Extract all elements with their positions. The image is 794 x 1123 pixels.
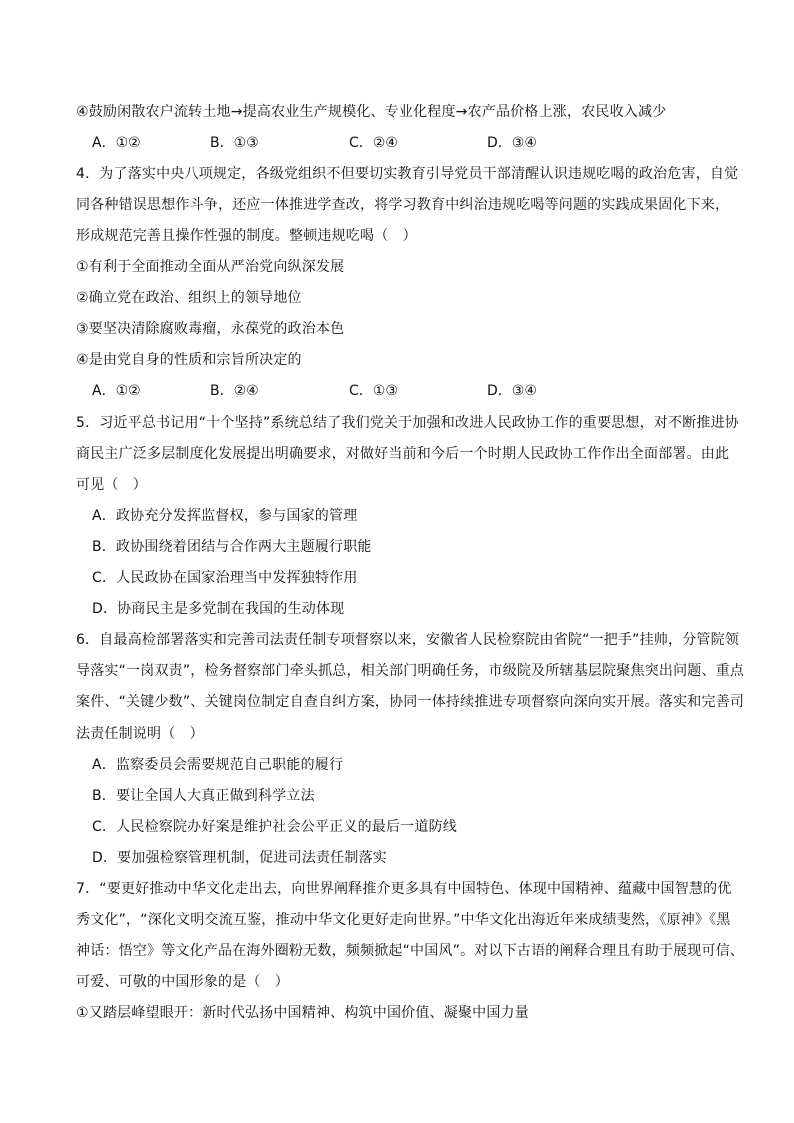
q3-option-c: C．②④ — [349, 135, 398, 151]
q4-stem-line-1: 4．为了落实中央八项规定，各级党组织不但要切实教育引导党员干部清醒认识违规吃喝的政治危害，自觉 — [76, 166, 739, 182]
q7-stem-line-2: 秀文化”，“深化文明交流互鉴，推动中华文化更好走向世界。”中华文化出海近年来成绩斐然，《原神》《黑 — [76, 912, 731, 928]
q4-item-4: ④是由党自身的性质和宗旨所决定的 — [76, 352, 302, 368]
q5-stem-line-1: 5．习近平总书记用“十个坚持”系统总结了我们党关于加强和改进人民政协工作的重要思想，对不断推进协 — [76, 415, 740, 431]
q3-option-b: B．①③ — [210, 135, 259, 151]
q4-option-b: B．②④ — [210, 383, 259, 399]
q4-option-c: C．①③ — [349, 383, 398, 399]
q7-item-1: ①又踏层峰望眼开：新时代弘扬中国精神、构筑中国价值、凝聚中国力量 — [76, 1005, 529, 1021]
q4-stem-line-2: 同各种错误思想作斗争，还应一体推进学查改，将学习教育中纠治违规吃喝等问题的实践成果固化下来， — [76, 197, 730, 213]
q7-stem-line-4: 可爱、可敬的中国形象的是（ ） — [76, 974, 289, 990]
q4-item-1: ①有利于全面推动全面从严治党向纵深发展 — [76, 259, 345, 275]
q4-option-a: A．①② — [92, 383, 141, 399]
q4-item-3: ③要坚决清除腐败毒瘤，永葆党的政治本色 — [76, 321, 345, 337]
q5-stem-line-2: 商民主广泛多层制度化发展提出明确要求，对做好当前和今后一个时期人民政协工作作出全面部署。由此 — [76, 446, 730, 462]
q6-option-b: B．要让全国人大真正做到科学立法 — [92, 788, 315, 804]
q6-option-a: A．监察委员会需要规范自己职能的履行 — [92, 757, 344, 773]
q6-stem-line-1: 6．自最高检部署落实和完善司法责任制专项督察以来，安徽省人民检察院由省院“一把手”挂帅，分管院领 — [76, 632, 740, 648]
q6-stem-line-3: 案件、“关键少数”、关键岗位制定自查自纠方案，协同一体持续推进专项督察向深向实开展。落实和完善司 — [76, 694, 745, 710]
q3-option-a: A．①② — [92, 135, 141, 151]
q4-item-2: ②确立党在政治、组织上的领导地位 — [76, 290, 302, 306]
q7-stem-line-3: 神话：悟空》等文化产品在海外圈粉无数，频频掀起“中国风”。对以下古语的阐释合理且有助于展现可信、 — [76, 943, 745, 959]
q7-stem-line-1: 7．“要更好推动中华文化走出去，向世界阐释推介更多具有中国特色、体现中国精神、蕴藏中国智慧的优 — [76, 881, 732, 897]
q5-stem-line-3: 可见（ ） — [76, 477, 147, 493]
q6-option-c: C．人民检察院办好案是维护社会公平正义的最后一道防线 — [92, 819, 457, 835]
q6-stem-line-2: 导落实“一岗双责”，检务督察部门牵头抓总，相关部门明确任务，市级院及所辖基层院聚焦突出问题、重点 — [76, 663, 745, 679]
q4-option-d: D．③④ — [487, 383, 537, 399]
q5-option-a: A．政协充分发挥监督权，参与国家的管理 — [92, 508, 358, 524]
q6-option-d: D．要加强检察管理机制，促进司法责任制落实 — [92, 850, 387, 866]
q3-option-d: D．③④ — [487, 135, 537, 151]
q6-stem-line-4: 法责任制说明（ ） — [76, 726, 204, 742]
q5-option-b: B．政协围绕着团结与合作两大主题履行职能 — [92, 539, 372, 555]
q3-item-4: ④鼓励闲散农户流转土地→提高农业生产规模化、专业化程度→农产品价格上涨，农民收入减少 — [76, 104, 667, 120]
q5-option-d: D．协商民主是多党制在我国的生动体现 — [92, 601, 345, 617]
q4-stem-line-3: 形成规范完善且操作性强的制度。整顿违规吃喝（ ） — [76, 228, 417, 244]
q5-option-c: C．人民政协在国家治理当中发挥独特作用 — [92, 570, 358, 586]
